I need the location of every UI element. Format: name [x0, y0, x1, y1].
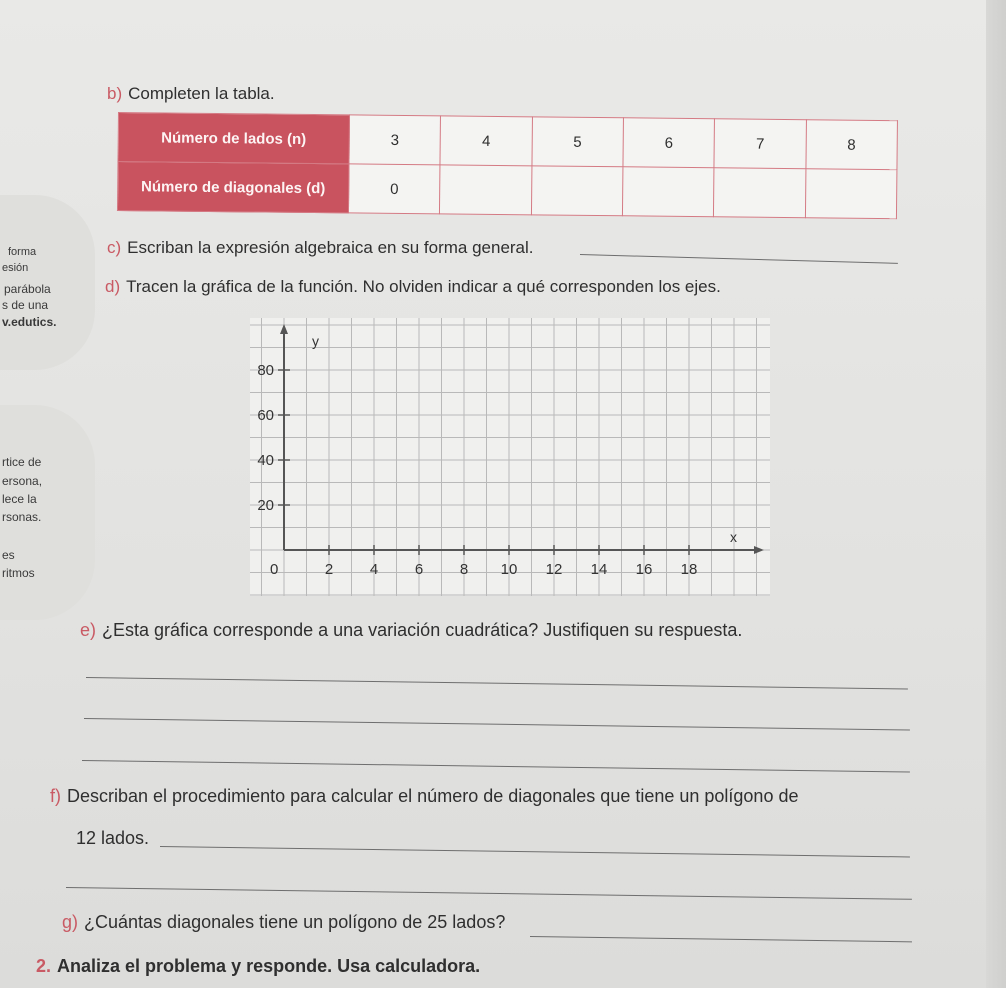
sidebar-text: lece la: [2, 492, 37, 506]
item-e: [80, 620, 742, 641]
sides-cell: 3: [349, 115, 441, 165]
sidebar-text: forma: [8, 246, 37, 258]
x-tick-label: 12: [545, 561, 563, 578]
answer-line-e2[interactable]: [84, 718, 910, 731]
sides-cell: 7: [714, 119, 806, 169]
sidebar-text: es: [2, 548, 15, 562]
table-row: [117, 162, 896, 219]
item-c: [107, 238, 534, 258]
x-tick-label: 6: [414, 561, 424, 578]
x-tick-label: 18: [680, 561, 698, 578]
sidebar-text: s de una: [2, 298, 49, 312]
diagonals-cell[interactable]: [805, 169, 897, 219]
answer-line-c[interactable]: [580, 254, 898, 264]
sides-cell: 5: [532, 117, 624, 167]
diagonals-header: Número de diagonales (d): [117, 162, 349, 213]
diagonals-cell[interactable]: [714, 168, 806, 218]
diagonals-cell[interactable]: [531, 166, 623, 216]
graph-paper: [250, 318, 770, 596]
item-letter: c): [107, 238, 122, 257]
x-tick-label: 16: [635, 561, 653, 578]
function-graph[interactable]: [250, 318, 770, 596]
item-e-text: ¿Esta gráfica corresponde a una variación cuadrática? Justifiquen su respuesta.: [102, 620, 743, 640]
item-b: [107, 84, 275, 104]
x-tick-label: 8: [459, 561, 469, 578]
item-g-text: ¿Cuántas diagonales tiene un polígono de 25 lados?: [84, 912, 506, 932]
item-letter: d): [105, 277, 121, 296]
answer-line-f2[interactable]: [66, 887, 912, 900]
y-tick-label: 20: [257, 497, 274, 514]
answer-line-g[interactable]: [530, 936, 912, 942]
problem-number: 2.: [36, 956, 52, 976]
item-letter: b): [107, 84, 123, 103]
answer-line-f1[interactable]: [160, 846, 910, 857]
y-tick-label: 80: [257, 362, 274, 379]
sidebar-text: ersona,: [2, 474, 43, 488]
y-tick-label: 60: [257, 407, 274, 424]
x-axis-label: x: [730, 529, 737, 545]
y-tick-label: 40: [257, 452, 274, 469]
sidebar-text: esión: [2, 262, 29, 274]
answer-line-e1[interactable]: [86, 677, 908, 689]
item-f-text2: 12 lados.: [76, 828, 150, 848]
item-c-text: Escriban la expresión algebraica en su forma general.: [127, 238, 534, 257]
diagonals-cell[interactable]: 0: [348, 164, 440, 214]
item-f: [50, 786, 798, 807]
table-row: [118, 113, 897, 170]
diagonals-cell[interactable]: [440, 165, 532, 215]
sides-cell: 8: [806, 120, 898, 170]
item-g: [62, 912, 505, 933]
item-letter: f): [50, 786, 61, 806]
sidebar-text: rsonas.: [2, 510, 42, 524]
sidebar-text: ritmos: [2, 566, 35, 580]
x-tick-label: 0: [270, 561, 279, 578]
sides-header: Número de lados (n): [118, 113, 350, 164]
item-d: [105, 277, 721, 297]
item-letter: g): [62, 912, 79, 932]
item-d-text: Tracen la gráfica de la función. No olviden indicar a qué corresponden los ejes.: [126, 277, 721, 296]
x-tick-label: 2: [324, 561, 334, 578]
sidebar-text: rtice de: [2, 455, 42, 469]
item-f-text: Describan el procedimiento para calcular el número de diagonales que tiene un polígono de: [67, 786, 799, 806]
x-tick-label: 10: [500, 561, 518, 578]
page-edge-shadow: [986, 0, 1006, 988]
sidebar-text: v.edutics.: [2, 315, 57, 329]
item-letter: e): [80, 620, 97, 640]
problem-2: [36, 956, 480, 977]
sidebar-text: parábola: [4, 282, 51, 296]
sides-cell: 6: [623, 118, 715, 168]
y-axis-label: y: [312, 333, 319, 349]
diagonals-cell[interactable]: [622, 167, 714, 217]
answer-line-e3[interactable]: [82, 760, 910, 773]
problem-2-text: Analiza el problema y responde. Usa calculadora.: [57, 956, 481, 976]
x-tick-label: 4: [369, 561, 379, 578]
item-f-continuation: [76, 828, 149, 849]
item-b-text: Completen la tabla.: [128, 84, 275, 103]
diagonals-table: [117, 112, 898, 219]
x-tick-label: 14: [590, 561, 608, 578]
sides-cell: 4: [440, 116, 532, 166]
